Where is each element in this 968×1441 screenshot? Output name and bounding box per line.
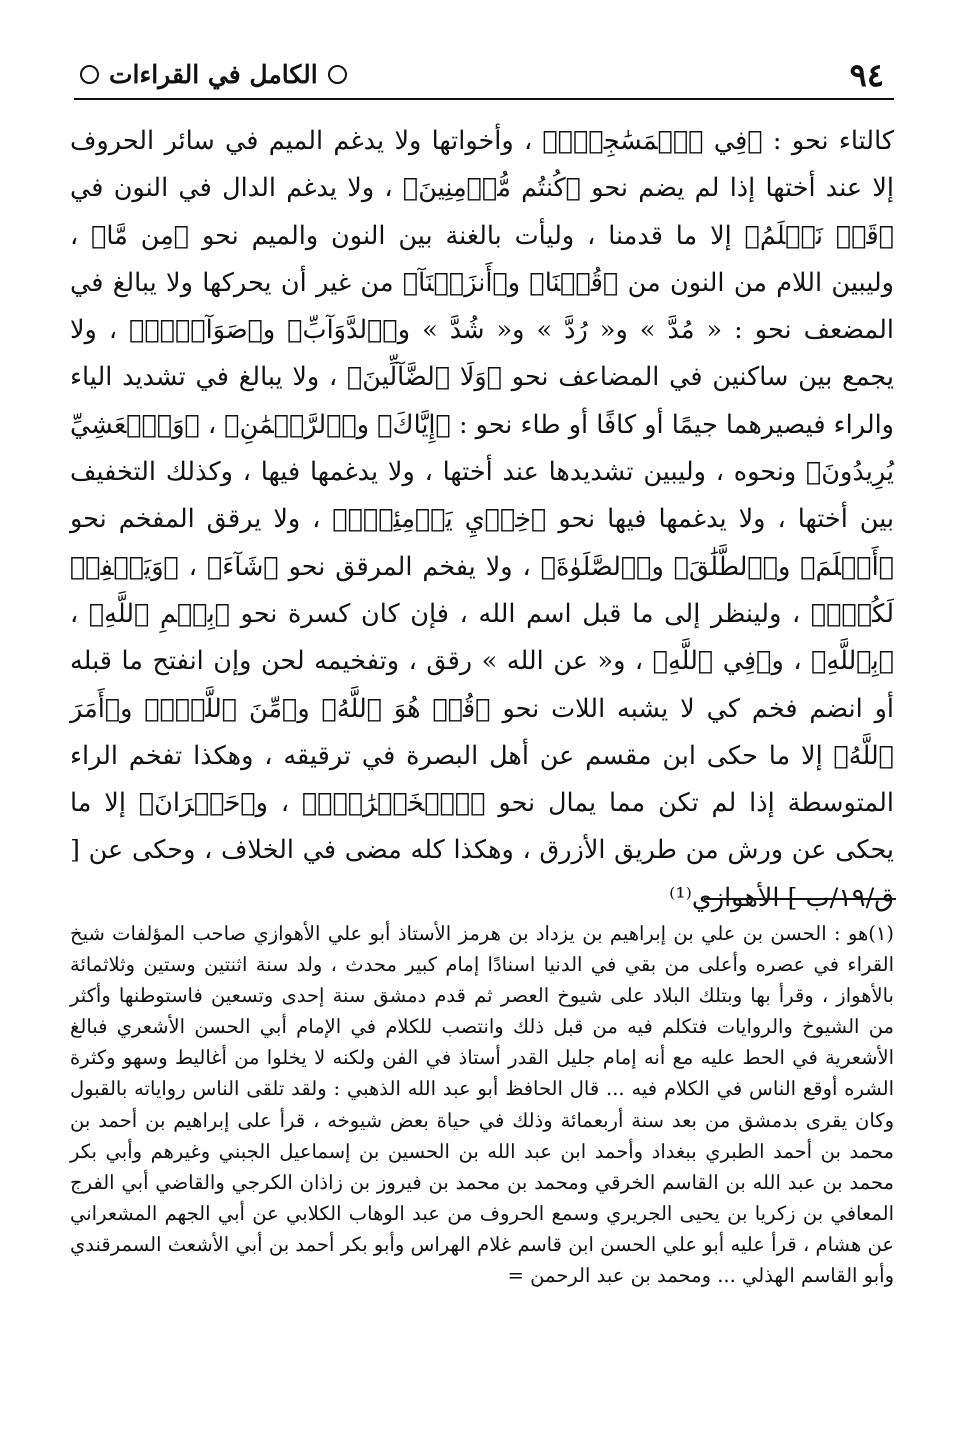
ring-icon — [328, 65, 347, 84]
running-title-text: الكامل في القراءات — [109, 60, 318, 89]
running-title — [80, 60, 347, 89]
page-header — [70, 52, 894, 100]
footnote-divider — [704, 898, 896, 900]
header-divider — [74, 98, 894, 100]
footnote — [70, 918, 894, 1291]
footnote-paragraph: (١)هو : الحسن بن علي بن إبراهيم بن يزداد بن هرمز الأستاذ أبو علي الأهوازي صاحب المؤلفات شيخ القراء في عصره وأعلى من بقي في الدنيا اسنادًا إمام كبير محدث ، ولد سنة اثنتين وستين وثلاثمائة بالأهواز ، وقرأ بها وبتلك البلاد على شيوخ العصر ثم قدم دمشق سنة إحدى وتسعين فاستوطنها وأكثر من الشيوخ والروايات فتكلم فيه من قبل ذلك وانتصب للكلام في الإمام أبي الحسن الأشعري فبالغ الأشعرية في الحط عليه مع أنه إمام جليل القدر أستاذ في الفن ولكنه لا يخلوا من أغاليط وسهو وكثرة الشره أوقع الناس في الكلام فيه ... قال الحافظ أبو عبد الله الذهبي : ولقد تلقى الناس رواياته بالقبول وكان يقرى بدمشق من بعد سنة أربعمائة وذلك في حياة بعض شيوخه ، قرأ على إبراهيم بن أحمد بن محمد بن أحمد الطبري ببغداد وأحمد ابن عبد الله بن الحسين بن إسماعيل الجبني وغيرهم وأبي بكر محمد بن عبد الله بن القاسم الخرقي ومحمد بن محمد بن فيروز بن زاذان الكرجي والقاضي أبي الفرج المعافي بن زكريا بن يحيى الجريري وسمع الحروف من عبد الوهاب الكلابي عن أبي الجهم المشعراني عن هشام ، قرأ عليه أبو علي الحسن ابن قاسم غلام الهراس وأبو بكر أحمد بن أبي الأشعث السمرقندي وأبو القاسم الهذلي ... ومحمد بن عبد الرحمن = — [70, 922, 894, 1288]
main-paragraph: كالتاء نحو : ﴿فِي ٱلۡمَسَٰجِدِۗ﴾ ، وأخواتها ولا يدغم الميم في سائر الحروف إلا عند أختها إذا لم يضم نحو ﴿كُنتُم مُّؤۡمِنِينَ﴾ ، ولا يدغم الدال في النون في ﴿قَدۡ نَعۡلَمُ﴾ إلا ما قدمنا ، وليأت بالغنة بين النون والميم نحو ﴿مِن مَّا﴾ ، وليبين اللام من النون من ﴿قُلۡنَا﴾ و﴿أَنزَلۡنَآ﴾ من غير أن يحركها ولا يبالغ في المضعف نحو : « مُدَّ » و« رُدَّ » و« شُدَّ » و﴿ٱلدَّوَآبِّ﴾ و﴿صَوَآفَّۖ﴾ ، ولا يجمع بين ساكنين في المضاعف نحو ﴿وَلَا ٱلضَّآلِّينَ﴾ ، ولا يبالغ في تشديد الياء والراء فيصيرهما جيمًا أو كافًا أو طاء نحو : ﴿إِيَّاكَ﴾ و﴿ٱلرَّحۡمَٰنِ﴾ ، ﴿وَٱلۡعَشِيِّ يُرِيدُونَ﴾ ونحوه ، وليبين تشديدها عند أختها ، ولا يدغمها فيها ، وكذلك التخفيف بين أختها ، ولا يدغمها فيها نحو ﴿خِزۡيِ يَوۡمِئِذٍۚ﴾ ، ولا يرقق المفخم نحو ﴿أَظۡلَمَ﴾ و﴿ٱلطَّلَٰقَ﴾ و﴿ٱلصَّلَوٰةَ﴾ ، ولا يفخم المرقق نحو ﴿شَآءَ﴾ ، ﴿وَيَغۡفِرۡ لَكُمۡۚ﴾ ، ولينظر إلى ما قبل اسم الله ، فإن كان كسرة نحو ﴿بِسۡمِ ٱللَّهِ﴾ ، ﴿بِٱللَّهِ﴾ ، و﴿فِي ٱللَّهِ﴾ ، و« عن الله » رقق ، وتفخيمه لحن وإن انفتح ما قبله أو انضم فخم كي لا يشبه اللات نحو ﴿قُلۡ هُوَ ٱللَّهُ﴾ و﴿مِّنَ ٱللَّهِۗ﴾ و﴿أَمَرَ ٱللَّهُ﴾ إلا ما حكى ابن مقسم عن أهل البصرة في ترقيقه ، وهكذا تفخم الراء المتوسطة إذا لم تكن مما يمال نحو ﴿ٱلۡخَيۡرَٰتِۚ﴾ ، و﴿حَيۡرَانَ﴾ إلا ما يحكى عن ورش من طريق الأزرق ، وهكذا كله مضى في الخلاف ، وحكى عن [ ق/١٩/ب ] الأهوازي⁽¹⁾ — [70, 126, 894, 913]
ring-icon — [80, 65, 99, 84]
main-text — [70, 118, 894, 922]
page-number: ٩٤ — [849, 56, 884, 94]
